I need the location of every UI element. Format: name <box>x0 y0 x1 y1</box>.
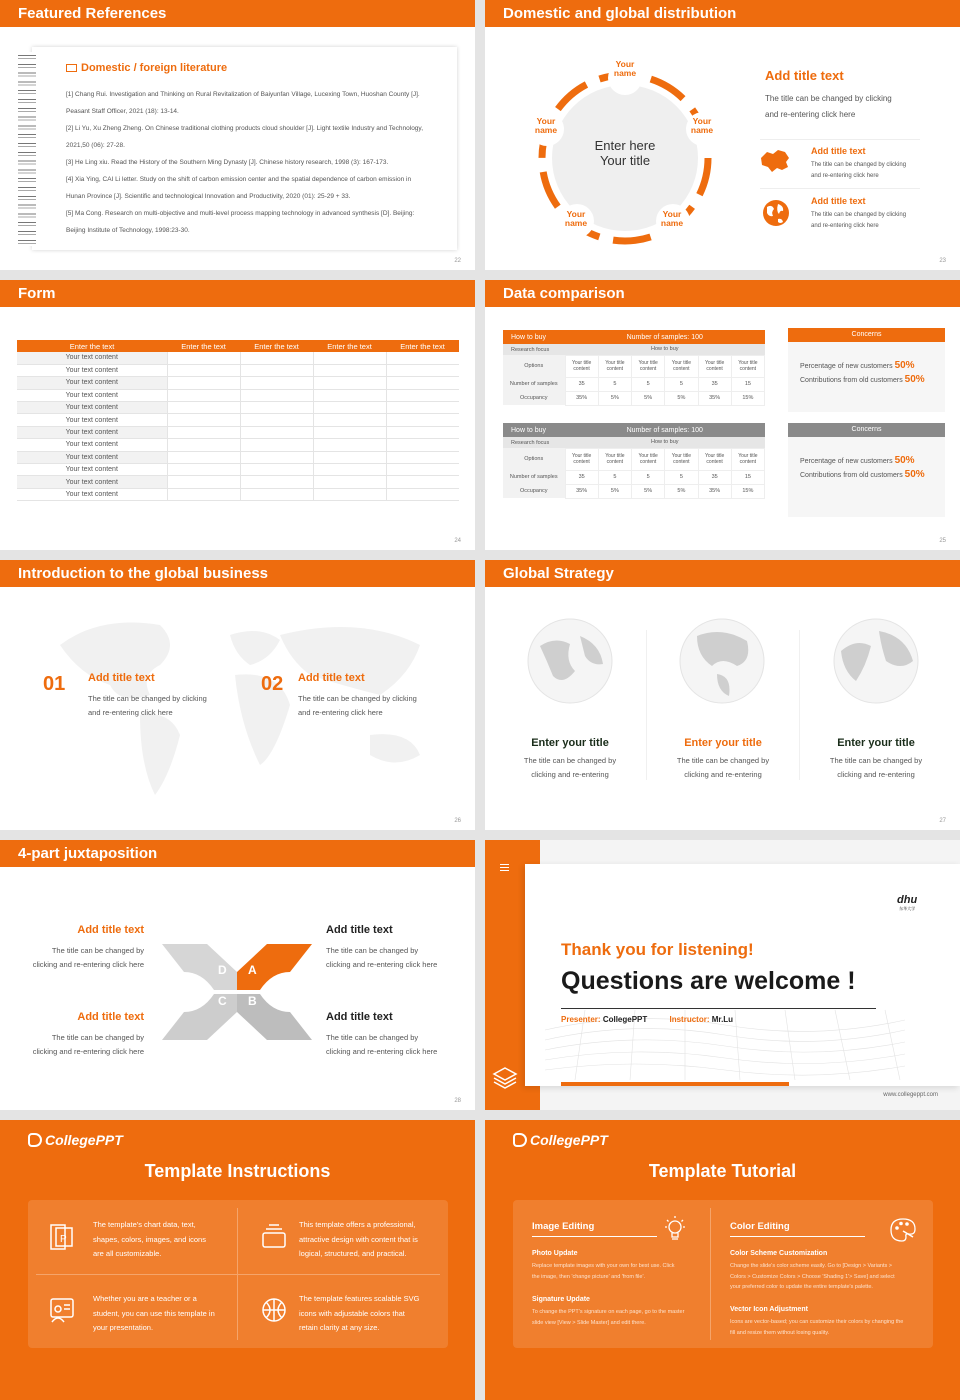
concerns-card <box>788 328 945 412</box>
concerns-card <box>788 423 945 517</box>
table-cell: Your text content <box>17 414 167 426</box>
node-label: Your name <box>534 116 558 135</box>
row-label: Occupancy <box>503 391 565 405</box>
node-label: Your name <box>660 209 684 228</box>
row-label: Research focus <box>511 346 550 353</box>
page-title: Template Tutorial <box>648 1161 797 1181</box>
number-cell: 35 <box>698 377 731 391</box>
occupancy-cell: 35% <box>565 484 598 498</box>
globe-image <box>831 616 921 706</box>
occupancy-cell: 15% <box>731 391 764 405</box>
column-header: Enter the text <box>181 341 226 351</box>
table-cell: Your text content <box>17 364 167 376</box>
item-title: Add title text <box>77 1011 144 1023</box>
subsection-desc: Colors > Customize Colors > Choose 'Shading 1'> Save] and select <box>730 1273 895 1280</box>
number-cell: 35 <box>698 470 731 484</box>
form-table <box>17 340 459 501</box>
item-desc: The title can be changed by <box>51 946 144 955</box>
table-row <box>17 414 459 426</box>
table-cell: Your text content <box>17 389 167 401</box>
occupancy-cell: 15% <box>731 484 764 498</box>
item-number: 02 <box>261 673 284 695</box>
table-cell: Your text content <box>17 451 167 463</box>
table-row <box>17 439 459 451</box>
option-cell: Your title content <box>698 448 731 470</box>
row-label: Options <box>503 448 565 470</box>
page-number: 25 <box>939 538 946 544</box>
presenter-name: CollegePPT <box>602 1015 648 1024</box>
item-title: Enter your title <box>684 737 762 749</box>
subsection-desc: the image, then 'change picture' and 'from file'. <box>532 1273 646 1280</box>
bottom-accent-bar <box>561 1082 789 1086</box>
metric-value: 50% <box>904 374 925 385</box>
row-label: How to buy <box>650 439 679 446</box>
subsection-desc: your preferred color to update the entire template's palette. <box>730 1284 873 1290</box>
slide-23[interactable] <box>485 0 960 270</box>
item-title: Enter your title <box>837 737 915 749</box>
node-label: Your name <box>613 59 637 78</box>
table-row <box>17 402 459 414</box>
comparison-table <box>503 423 765 499</box>
number-cell: 15 <box>731 377 764 391</box>
table-title: How to buy <box>511 333 547 341</box>
row-label: Number of samples <box>503 470 565 484</box>
globe-icon <box>761 198 791 228</box>
option-cell: Your title content <box>665 355 698 377</box>
table-row <box>17 389 459 401</box>
occupancy-cell: 35% <box>698 391 731 405</box>
occupancy-cell: 5% <box>598 484 631 498</box>
section-title: Color Editing <box>730 1221 790 1232</box>
table-cell: Your text content <box>17 476 167 488</box>
slide-24[interactable] <box>0 280 475 550</box>
number-cell: 5 <box>632 470 665 484</box>
item-desc: and re-entering click here <box>298 708 383 717</box>
ref-line: [1] Chang Rui. Investigation and Thinking on Rural Revitalization of Baiyunfan Village, Lucexing Town, Huoshan County [J]. <box>66 91 420 98</box>
teacher-icon <box>48 1296 76 1324</box>
table-cell: Your text content <box>17 439 167 451</box>
spiral-binding <box>18 52 36 246</box>
instruction-text: retain clarity at any size. <box>299 1323 380 1332</box>
brand-logo: CollegePPT <box>513 1132 608 1148</box>
subsection-desc: To change the PPT's signature on each page, go to the master <box>532 1309 685 1315</box>
item-desc: The title can be changed by <box>326 1033 419 1042</box>
concerns-title: Concerns <box>788 328 945 342</box>
row-label: Number of samples <box>503 377 565 391</box>
row-label: Options <box>503 355 565 377</box>
instruction-text: This template offers a professional, <box>299 1220 416 1229</box>
table-title: Number of samples: 100 <box>626 333 703 341</box>
website-url: www.collegeppt.com <box>883 1092 938 1098</box>
metric-label: Percentage of new customers <box>800 363 893 370</box>
ppt-file-icon <box>48 1222 76 1252</box>
p-logo-icon <box>513 1133 527 1147</box>
table-cell: Your text content <box>17 352 167 364</box>
layers-icon <box>260 1224 288 1250</box>
slide-27[interactable] <box>485 560 960 830</box>
table-cell: Your text content <box>17 402 167 414</box>
section-underline <box>730 1236 865 1237</box>
instruction-text: are all customizable. <box>93 1249 162 1258</box>
title-underline <box>561 1008 876 1009</box>
option-cell: Your title content <box>565 448 598 470</box>
page-number: 22 <box>454 258 461 264</box>
option-cell: Your title content <box>665 448 698 470</box>
item-desc: clicking and re-entering <box>531 770 609 779</box>
side-title: Add title text <box>765 68 844 83</box>
table-cell: Your text content <box>17 377 167 389</box>
page-number: 24 <box>454 538 461 544</box>
table-title: How to buy <box>511 426 547 434</box>
slide-header: Form <box>0 280 475 307</box>
occupancy-cell: 35% <box>565 391 598 405</box>
instruction-text: Whether you are a teacher or a <box>93 1294 197 1303</box>
item-desc: clicking and re-entering <box>684 770 762 779</box>
instruction-text: The template features scalable SVG <box>299 1294 420 1303</box>
item-title: Add title text <box>77 924 144 936</box>
slide-29[interactable] <box>485 840 960 1110</box>
slide-31[interactable] <box>485 1120 960 1400</box>
table-row <box>17 352 459 364</box>
section-title: Domestic / foreign literature <box>81 62 228 74</box>
reference-list <box>66 86 423 239</box>
item-desc: clicking and re-entering click here <box>32 1047 144 1056</box>
presenter-label: Presenter: <box>561 1015 601 1024</box>
item-desc: clicking and re-entering click here <box>32 960 144 969</box>
metric-label: Contributions from old customers <box>800 377 903 384</box>
column-header: Enter the text <box>254 341 299 351</box>
item-desc: clicking and re-entering click here <box>326 960 438 969</box>
subsection-desc: Replace template images with your own for best use. Click <box>532 1263 675 1269</box>
subsection-title: Vector Icon Adjustment <box>730 1306 808 1313</box>
option-cell: Your title content <box>731 355 764 377</box>
ref-line: [2] Li Yu, Xu Zheng Zheng. On Chinese traditional clothing products cloud shoulder [J]. Light textile Industry and Technology, <box>66 125 423 132</box>
divider <box>760 139 920 140</box>
instruction-text: shapes, colors, images, and icons <box>93 1234 206 1244</box>
node-label: Your name <box>690 116 714 135</box>
panel-divider <box>710 1208 711 1340</box>
item-desc: The title can be changed by <box>51 1033 144 1042</box>
brand-logo: CollegePPT <box>28 1132 123 1148</box>
basketball-icon <box>260 1296 288 1324</box>
metric-value: 50% <box>904 469 925 480</box>
questions-title: Questions are welcome ! <box>561 967 856 995</box>
segment-letter: A <box>248 963 257 977</box>
column-header: Enter the text <box>400 341 445 351</box>
concerns-title: Concerns <box>788 423 945 437</box>
column-header: Enter the text <box>69 341 115 351</box>
subsection-title: Signature Update <box>532 1296 590 1303</box>
palette-icon <box>889 1217 917 1243</box>
occupancy-cell: 5% <box>598 391 631 405</box>
mesh-background <box>545 990 905 1080</box>
thanks-text: Thank you for listening! <box>561 940 754 959</box>
lightbulb-icon <box>662 1215 688 1243</box>
table-row <box>17 464 459 476</box>
slide-26[interactable] <box>0 560 475 830</box>
number-cell: 5 <box>665 377 698 391</box>
item-title: Add title text <box>326 1011 393 1023</box>
instruction-text: student, you can use this template in <box>93 1308 215 1318</box>
table-cell: Your text content <box>17 488 167 500</box>
table-cell: Your text content <box>17 426 167 438</box>
segment-letter: C <box>218 994 227 1008</box>
subsection-desc: Icons are vector-based; you can customize their colors by changing the <box>730 1319 904 1325</box>
page-number: 26 <box>454 818 461 824</box>
number-cell: 35 <box>565 470 598 484</box>
option-cell: Your title content <box>632 448 665 470</box>
four-part-arrows <box>162 942 312 1042</box>
metric-label: Contributions from old customers <box>800 472 903 479</box>
number-cell: 5 <box>598 377 631 391</box>
slide-22[interactable] <box>0 0 475 270</box>
occupancy-cell: 5% <box>632 484 665 498</box>
instruction-text: icons with adjustable colors that <box>299 1308 405 1318</box>
slide-header: Data comparison <box>485 280 960 307</box>
item-title: Add title text <box>88 672 155 684</box>
metric-label: Percentage of new customers <box>800 458 893 465</box>
item-desc: and re-entering click here <box>811 223 879 229</box>
slide-header: Global Strategy <box>485 560 960 587</box>
china-map-icon <box>758 148 792 174</box>
item-desc: The title can be changed by <box>829 756 923 765</box>
option-cell: Your title content <box>598 355 631 377</box>
metric-value: 50% <box>894 455 915 466</box>
table-row <box>17 377 459 389</box>
instruction-text: your presentation. <box>93 1323 154 1332</box>
subsection-desc: Change the slide's color scheme easily. Go to [Design > Variants > <box>730 1263 892 1269</box>
instruction-text: The template's chart data, text, <box>93 1220 196 1229</box>
option-cell: Your title content <box>598 448 631 470</box>
table-row <box>17 451 459 463</box>
slide-header: Domestic and global distribution <box>485 0 960 27</box>
item-desc: The title can be changed by clicking <box>88 694 207 703</box>
number-cell: 35 <box>565 377 598 391</box>
item-title: Add title text <box>811 196 866 206</box>
ref-line: [4] Xia Ying, CAI Li letter. Study on the shift of carbon emission center and the spatial dependence of carbon emission in <box>66 176 412 183</box>
ref-line: [5] Ma Cong. Research on multi-objective and multi-level process mapping technology in advanced synthesis [D]. Beijing: <box>66 210 415 217</box>
svg-text:P: P <box>60 1234 67 1245</box>
number-cell: 5 <box>665 470 698 484</box>
page-number: 28 <box>454 1098 461 1104</box>
item-title: Add title text <box>298 672 365 684</box>
ref-line: Hunan Province [J]. Scientific and technological Innovation and Productivity, 2020 (01): 25-29 + 33. <box>66 193 351 200</box>
section-title: Image Editing <box>532 1221 595 1232</box>
item-desc: The title can be changed by <box>326 946 419 955</box>
instructor-label: Instructor: <box>669 1015 710 1024</box>
occupancy-cell: 5% <box>632 391 665 405</box>
slide-30[interactable] <box>0 1120 475 1400</box>
column-header: Enter the text <box>327 341 372 351</box>
row-label: Research focus <box>511 439 550 446</box>
item-desc: and re-entering click here <box>811 173 879 179</box>
occupancy-cell: 5% <box>665 484 698 498</box>
panel-divider <box>36 1274 440 1275</box>
globe-image <box>677 616 767 706</box>
option-cell: Your title content <box>632 355 665 377</box>
node-label: Your name <box>564 209 588 228</box>
divider <box>760 188 920 189</box>
book-icon <box>66 64 77 72</box>
globe-image <box>525 616 615 706</box>
number-cell: 5 <box>632 377 665 391</box>
table-row <box>17 426 459 438</box>
number-cell: 5 <box>598 470 631 484</box>
table-cell: Your text content <box>17 464 167 476</box>
comparison-table <box>503 330 765 406</box>
option-cell: Your title content <box>565 355 598 377</box>
instruction-text: attractive design with content that is <box>299 1234 418 1244</box>
item-number: 01 <box>43 673 66 695</box>
item-desc: The title can be changed by <box>523 756 617 765</box>
table-title: Number of samples: 100 <box>626 426 703 434</box>
section-underline <box>532 1236 657 1237</box>
option-cell: Your title content <box>731 448 764 470</box>
segment-letter: B <box>248 994 257 1008</box>
table-row <box>17 476 459 488</box>
ref-line: [3] He Ling xiu. Read the History of the Southern Ming Dynasty [J]. Chinese history research, 1998 (3): 167-173. <box>66 159 389 166</box>
table-row <box>17 364 459 376</box>
subsection-title: Color Scheme Customization <box>730 1250 828 1257</box>
ref-line: 2021,50 (06): 27-28. <box>66 142 125 149</box>
row-label: Occupancy <box>503 484 565 498</box>
instructor-name: Mr.Lu <box>711 1015 734 1024</box>
metric-value: 50% <box>894 360 915 371</box>
subsection-title: Photo Update <box>532 1250 578 1257</box>
subsection-desc: fill and resize them without losing quality. <box>730 1329 830 1336</box>
ref-line: Beijing Institute of Technology, 1998:23-30. <box>66 227 190 234</box>
page-number: 27 <box>939 818 946 824</box>
item-title: Add title text <box>326 924 393 936</box>
page-title: Template Instructions <box>144 1161 331 1181</box>
option-cell: Your title content <box>698 355 731 377</box>
center-title: Enter here <box>594 138 656 153</box>
page-number: 23 <box>939 258 946 264</box>
side-desc: The title can be changed by clicking <box>765 94 892 103</box>
layers-icon <box>492 1066 518 1090</box>
slide-28[interactable] <box>0 840 475 1110</box>
slide-header: 4-part juxtaposition <box>0 840 475 867</box>
number-cell: 15 <box>731 470 764 484</box>
segment-letter: D <box>218 963 227 977</box>
table-row <box>17 488 459 500</box>
slide-header: Introduction to the global business <box>0 560 475 587</box>
p-logo-icon <box>28 1133 42 1147</box>
ref-line: Peasant Staff Officer, 2021 (18): 13-14. <box>66 108 179 115</box>
item-desc: clicking and re-entering <box>837 770 915 779</box>
item-title: Enter your title <box>531 737 609 749</box>
item-desc: and re-entering click here <box>88 708 173 717</box>
item-desc: The title can be changed by clicking <box>811 212 907 218</box>
menu-icon <box>500 864 509 871</box>
item-desc: The title can be changed by <box>676 756 770 765</box>
center-subtitle: Your title <box>599 153 651 168</box>
row-label: How to buy <box>650 346 679 353</box>
side-desc: and re-entering click here <box>765 110 856 119</box>
occupancy-cell: 35% <box>698 484 731 498</box>
slide-header: Featured References <box>0 0 475 27</box>
item-desc: clicking and re-entering click here <box>326 1047 438 1056</box>
slide-25[interactable] <box>485 280 960 550</box>
university-logo: dhu 东华大学 <box>897 894 918 911</box>
item-title: Add title text <box>811 146 866 156</box>
subsection-desc: slide view [View > Slide Master] and edit there. <box>532 1319 646 1326</box>
item-desc: The title can be changed by clicking <box>298 694 417 703</box>
instruction-text: logical, structured, and practical. <box>299 1249 407 1258</box>
item-desc: The title can be changed by clicking <box>811 162 907 168</box>
occupancy-cell: 5% <box>665 391 698 405</box>
